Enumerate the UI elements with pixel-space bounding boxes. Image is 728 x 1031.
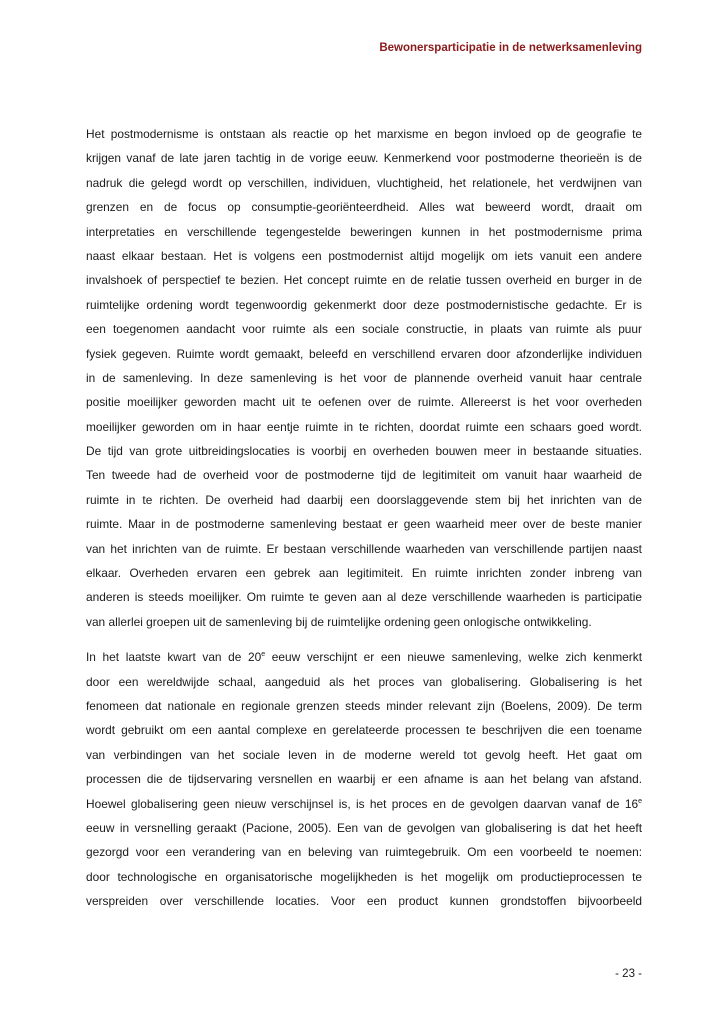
text-line: wordt gebruikt om een aantal complexe en gerelateerde processen te beschrijven die een toename — [86, 723, 642, 738]
text-line: Het postmodernisme is ontstaan als reactie op het marxisme en begon invloed op de geografie te — [86, 127, 642, 141]
text-line: anderen is steeds moeilijker. Om ruimte te geven aan al deze verschillende waarheden is participatie — [86, 590, 642, 605]
text-line: invalshoek of perspectief te bezien. Het concept ruimte en de relatie tussen overheid en burger in de — [86, 273, 642, 288]
body-text — [86, 122, 642, 914]
text-line: interpretaties en verschillende tegengestelde beweringen kunnen in het postmodernisme prima — [86, 224, 642, 239]
paragraph-gap — [86, 634, 642, 645]
text-line: ruimtelijke ordening wordt tegenwoordig gekenmerkt door deze postmodernistische gedachte. Er is — [86, 297, 642, 312]
text-line: een toegenomen aandacht voor ruimte als een sociale constructie, in plaats van ruimte als puur — [86, 322, 642, 337]
paragraph-globalisation — [86, 645, 642, 913]
text-line: De tijd van grote uitbreidingslocaties is voorbij en overheden bouwen meer in bestaande situaties. — [86, 444, 642, 459]
text-line: van verbindingen van het sociale leven in de moderne wereld tot gevolg heeft. Het gaat om — [86, 747, 642, 762]
text-line: Ten tweede had de overheid voor de postmoderne tijd de legitimiteit om vanuit haar waarheid de — [86, 468, 642, 483]
text-line: door technologische en organisatorische mogelijkheden is het mogelijk om productieprocessen te — [86, 869, 642, 884]
text-line: processen die de tijdservaring versnellen en waarbij er een afname is aan het belang van afstand. — [86, 772, 642, 787]
paragraph-postmodernism — [86, 122, 642, 634]
text-line: elkaar. Overheden ervaren een gebrek aan legitimiteit. En ruimte inrichten zonder inbreng van — [86, 566, 642, 581]
text-line: gezorgd voor een verandering van en beleving van ruimtegebruik. Om een voorbeeld te noemen: — [86, 845, 642, 860]
text-line: ruimte. Maar in de postmoderne samenleving bestaat er geen waarheid meer over de beste manier — [86, 517, 642, 532]
text-line: nadruk die gelegd wordt op verschillen, individuen, vluchtigheid, het relationele, het verdwijnen van — [86, 175, 642, 190]
text-line: fenomeen dat nationale en regionale grenzen steeds minder relevant zijn (Boelens, 2009). De term — [86, 698, 642, 713]
text-line: verspreiden over verschillende locaties. Voor een product kunnen grondstoffen bijvoorbeeld — [86, 894, 642, 909]
text-line: krijgen vanaf de late jaren tachtig in de vorige eeuw. Kenmerkend voor postmoderne theorieën is de — [86, 151, 642, 166]
text-line: van allerlei groepen uit de samenleving bij de ruimtelijke ordening geen onlogische ontwikkeling. — [86, 614, 592, 629]
text-line: in de samenleving. In deze samenleving is het voor de plannende overheid vanuit haar centrale — [86, 370, 642, 385]
text-line: Hoewel globalisering geen nieuw verschijnsel is, is het proces en de gevolgen daarvan vanaf de 16e — [86, 796, 642, 811]
text-line: ruimte in te richten. De overheid had daarbij een doorslaggevende stem bij het inrichten van de — [86, 492, 642, 507]
text-line: fysiek gegeven. Ruimte wordt gemaakt, beleefd en verschillend ervaren door afzonderlijke individuen — [86, 346, 642, 361]
text-line: door een wereldwijde schaal, aangeduid als het proces van globalisering. Globalisering is het — [86, 674, 642, 689]
text-line: In het laatste kwart van de 20e eeuw verschijnt er een nieuwe samenleving, welke zich kenmerkt — [86, 650, 642, 665]
text-line: grenzen en de focus op consumptie-georiënteerdheid. Alles wat beweerd wordt, draait om — [86, 200, 642, 215]
text-line: eeuw in versnelling geraakt (Pacione, 2005). Een van de gevolgen van globalisering is dat het heeft — [86, 820, 642, 835]
page-number: - 23 - — [615, 968, 642, 980]
text-line: naast elkaar bestaan. Het is volgens een postmodernist altijd mogelijk om iets vanuit een andere — [86, 248, 642, 263]
text-line: van het inrichten van de ruimte. Er bestaan verschillende waarheden van verschillende partijen naast — [86, 541, 642, 556]
text-line: moeilijker geworden om in haar eentje ruimte in te richten, doordat ruimte een schaars goed wordt. — [86, 419, 642, 434]
running-header: Bewonersparticipatie in de netwerksamenleving — [379, 42, 642, 54]
text-line: positie moeilijker geworden macht uit te oefenen over de ruimte. Allereerst is het voor overheden — [86, 395, 642, 410]
